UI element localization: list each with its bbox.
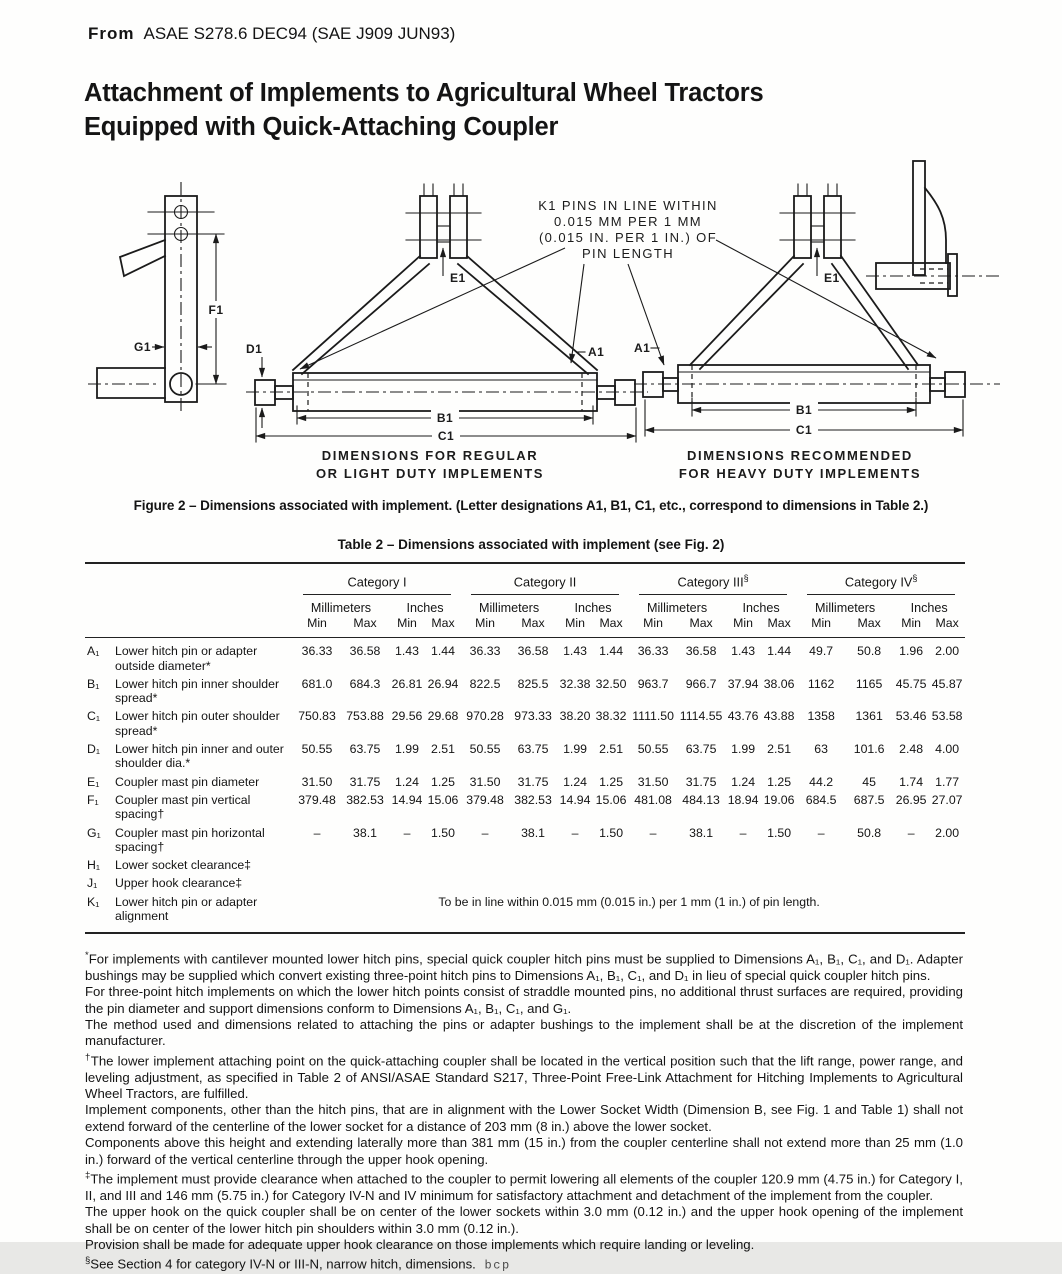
dim-label-d1: D1	[246, 342, 263, 356]
row-value: 1165	[855, 676, 883, 691]
row-value: 31.50	[637, 774, 669, 789]
row-value: 2.51	[431, 742, 455, 757]
corner-blank-cell	[85, 564, 293, 595]
row-value: 822.5	[469, 676, 501, 691]
row-value: –	[649, 825, 657, 840]
dim-label-g1: G1	[134, 340, 152, 354]
row-value: 970.28	[466, 709, 504, 724]
row-id: F₁	[87, 792, 99, 807]
dim-label-a1-light: A1	[588, 345, 605, 359]
row-value: 1162	[807, 676, 835, 691]
row-value: 50.8	[857, 825, 882, 840]
footnotes	[85, 948, 963, 1274]
row-value: 36.33	[637, 644, 669, 659]
light-duty-caption-line-1: DIMENSIONS FOR REGULAR	[321, 448, 539, 463]
millimeters-header: Millimeters	[646, 601, 708, 616]
row-value: 1.24	[563, 774, 588, 789]
row-value: 481.08	[634, 792, 672, 807]
row-value: 1.24	[395, 774, 419, 789]
table-title: Table 2 – Dimensions associated with implement (see Fig. 2)	[337, 537, 725, 552]
footnote: Implement components, other than the hitch pins, that are in alignment with the Lower Socket Width (Dimension B, see Fig. 1 and Table 1) shall not extend forward of the centerline of the lower socket for a distance of 203 mm (8 in.) above the lower socket.	[85, 1102, 963, 1134]
row-label: Coupler mast pin vertical spacing†	[115, 792, 251, 822]
row-value: 53.46	[895, 709, 927, 724]
dim-label-f1: F1	[208, 303, 224, 317]
min-header: Min	[475, 616, 495, 631]
row-value: 26.95	[895, 792, 927, 807]
table-row	[85, 893, 965, 933]
row-value: 45.75	[895, 676, 927, 691]
row-value: 379.48	[466, 792, 504, 807]
row-empty-values	[293, 874, 965, 892]
row-value: 966.7	[685, 676, 717, 691]
row-value: 36.58	[685, 644, 717, 659]
row-value: 36.58	[349, 644, 381, 659]
row-id: E₁	[87, 774, 100, 789]
category-header-1	[293, 564, 461, 595]
max-header: Max	[857, 616, 881, 631]
row-value: 26.94	[427, 676, 459, 691]
row-value: 32.38	[559, 676, 591, 691]
footnote: The method used and dimensions related to attaching the pins or adapter bushings to the implement shall be at the discretion of the implement manufacturer.	[85, 1017, 963, 1049]
dim-label-b1-light: B1	[436, 411, 454, 425]
row-value: 1.43	[395, 644, 419, 659]
row-value: 1.50	[767, 825, 792, 840]
row-id: K₁	[87, 894, 100, 909]
row-value: –	[907, 825, 915, 840]
row-value: –	[571, 825, 579, 840]
minmax-header-row	[85, 615, 965, 638]
millimeters-header: Millimeters	[478, 601, 540, 616]
footnote: For three-point hitch implements on which the lower hitch points consist of straddle mounted pins, no additional thrust surfaces are required, providing the pin diameter and support dimensions conform to Dimensions A₁, B₁, C₁, and G₁.	[85, 984, 963, 1016]
footnote-marker: §	[85, 1255, 91, 1267]
inches-header: Inches	[574, 601, 612, 616]
row-value: 14.94	[559, 792, 591, 807]
row-id: H₁	[87, 858, 101, 873]
figure-caption: Figure 2 – Dimensions associated with implement. (Letter designations A1, B1, C1, etc., correspond to dimensions in Table 2.)	[133, 498, 929, 513]
row-value: 1.44	[767, 644, 792, 659]
row-value: 15.06	[427, 792, 459, 807]
row-value: 44.2	[809, 774, 834, 789]
max-header: Max	[431, 616, 455, 631]
footnote-marker: *	[85, 950, 89, 961]
dimensions-table-wrap	[85, 562, 965, 934]
inches-header: Inches	[910, 601, 948, 616]
row-value: 687.5	[853, 792, 885, 807]
row-label: Coupler mast pin diameter	[115, 774, 260, 789]
row-value: 36.33	[469, 644, 501, 659]
row-value: 63	[814, 742, 828, 757]
row-value: 1.99	[731, 742, 756, 757]
row-value: 31.75	[349, 774, 381, 789]
row-value: 37.94	[727, 676, 759, 691]
min-header: Min	[733, 616, 753, 631]
min-header: Min	[397, 616, 417, 631]
row-value: 31.50	[301, 774, 333, 789]
k1-note-line-4: PIN LENGTH	[581, 246, 675, 261]
table-row	[85, 773, 965, 791]
table-row	[85, 740, 965, 773]
min-header: Min	[307, 616, 327, 631]
footnote: Provision shall be made for adequate upper hook clearance on those implements which require landing or leveling.	[85, 1237, 755, 1253]
inches-header: Inches	[742, 601, 780, 616]
table-row	[85, 707, 965, 740]
row-value: 1.25	[599, 774, 624, 789]
row-label: Lower hitch pin outer shoulder spread*	[115, 709, 280, 738]
category-footnote-mark: §	[743, 573, 749, 583]
row-value: 1.99	[395, 742, 419, 757]
max-header: Max	[689, 616, 713, 631]
row-value: 2.48	[899, 742, 924, 757]
category-footnote-mark: §	[912, 573, 918, 583]
row-value: 1.99	[563, 742, 588, 757]
title-line-2: Equipped with Quick-Attaching Coupler	[84, 113, 559, 141]
row-value: 32.50	[595, 676, 627, 691]
min-header: Min	[901, 616, 922, 631]
row-value: 379.48	[298, 792, 336, 807]
row-value: 1.74	[899, 774, 924, 789]
row-value: 26.81	[391, 676, 423, 691]
min-header: Min	[643, 616, 663, 631]
category-label: Category II	[513, 574, 577, 590]
row-label: Upper hook clearance‡	[115, 876, 243, 891]
row-id: G₁	[87, 825, 101, 840]
row-value: 36.33	[301, 644, 333, 659]
millimeters-header: Millimeters	[310, 601, 372, 616]
row-value: 45	[862, 774, 876, 789]
row-value: 1.44	[599, 644, 624, 659]
row-value: 750.83	[298, 709, 336, 724]
row-value: 31.75	[685, 774, 717, 789]
row-value: 1114.55	[679, 709, 723, 724]
row-value: 684.3	[349, 676, 381, 691]
table-row	[85, 824, 965, 857]
row-value: 50.55	[301, 742, 333, 757]
table-head	[85, 564, 965, 638]
row-value: 38.32	[595, 709, 627, 724]
row-value: 1.43	[563, 644, 588, 659]
table-row	[85, 874, 965, 892]
row-value: 1.25	[767, 774, 792, 789]
dim-label-a1-heavy: A1	[634, 341, 651, 355]
side-view-diagram	[88, 182, 229, 414]
row-value: 63.75	[349, 742, 381, 757]
row-value: 101.6	[853, 742, 885, 757]
row-id: B₁	[87, 676, 100, 691]
row-value: 53.58	[931, 709, 963, 724]
category-header-2	[461, 564, 629, 595]
row-label: Lower hitch pin or adapter alignment	[115, 894, 258, 924]
row-id: C₁	[87, 709, 101, 724]
light-duty-caption-line-2: OR LIGHT DUTY IMPLEMENTS	[315, 466, 545, 481]
page-title	[84, 76, 764, 144]
row-value: 1.50	[599, 825, 624, 840]
figure-2-diagram	[0, 156, 1062, 488]
source-reference	[88, 24, 455, 44]
row-value: 14.94	[391, 792, 423, 807]
row-value: 31.75	[517, 774, 549, 789]
row-value: 29.56	[391, 709, 423, 724]
table-row	[85, 856, 965, 874]
row-value: 2.00	[935, 644, 960, 659]
row-value: 38.1	[521, 825, 546, 840]
row-value: 681.0	[301, 676, 333, 691]
row-span-value: To be in line within 0.015 mm (0.015 in.) per 1 mm (1 in.) of pin length.	[438, 894, 820, 909]
row-value: 36.58	[517, 644, 549, 659]
footnote: ‡The implement must provide clearance when attached to the coupler to permit lowering all elements of the coupler 120.9 mm (4.75 in.) for Category I, II, and III and 146 mm (5.75 in.) for Category IV-N and IV minimum for satisfactory attachment and detachment of the implement from the coupler.	[85, 1170, 963, 1203]
row-label: Lower hitch pin inner and outer shoulder dia.*	[115, 742, 284, 771]
row-value: 38.06	[763, 676, 795, 691]
row-value: –	[313, 825, 321, 840]
mast-side-detail-diagram	[866, 161, 1000, 296]
row-value: 382.53	[346, 792, 384, 807]
inches-header: Inches	[406, 601, 444, 616]
dim-label-e1-heavy: E1	[824, 271, 840, 285]
row-value: 43.76	[727, 709, 759, 724]
row-value: 4.00	[935, 742, 960, 757]
row-value: 27.07	[931, 792, 963, 807]
max-header: Max	[935, 616, 959, 631]
source-from-label: From	[88, 24, 135, 43]
k1-note-line-1: K1 PINS IN LINE WITHIN	[538, 198, 718, 213]
row-value: –	[403, 825, 411, 840]
row-value: 484.13	[682, 792, 720, 807]
row-value: 38.1	[689, 825, 714, 840]
row-label: Lower hitch pin or adapter outside diameter*	[115, 644, 258, 673]
row-value: 49.7	[809, 644, 834, 659]
row-value: 825.5	[517, 676, 549, 691]
category-header-row	[85, 564, 965, 595]
row-value: 1358	[807, 709, 835, 724]
category-label: Category III	[677, 574, 744, 590]
row-value: 1.43	[731, 644, 756, 659]
row-value: 2.51	[767, 742, 792, 757]
max-header: Max	[767, 616, 791, 631]
dim-label-b1-heavy: B1	[795, 403, 813, 417]
blank-cell	[85, 595, 293, 615]
dim-label-c1-heavy: C1	[795, 423, 813, 437]
table-row	[85, 791, 965, 824]
footnote: Components above this height and extending laterally more than 381 mm (15 in.) from the coupler centerline shall not extend more than 25 mm (1.0 in.) forward of the vertical centerline through the upper hook opening.	[85, 1135, 963, 1167]
footnote-suffix: bcp	[475, 1258, 511, 1273]
footnote: *For implements with cantilever mounted lower hitch pins, special quick coupler hitch pins must be supplied to Dimensions A₁, B₁, C₁, and D₁. Adapter bushings may be supplied which convert existing three-point hitch pins to Dimensions A₁, B₁, C₁, and D₁ in lieu of special quick coupler hitch pins.	[85, 950, 963, 983]
row-value: –	[817, 825, 825, 840]
row-value: –	[739, 825, 747, 840]
row-id: J₁	[87, 876, 98, 891]
footnote: §See Section 4 for category IV-N or III-N, narrow hitch, dimensions. bcp	[85, 1255, 511, 1273]
dim-label-c1-light: C1	[437, 429, 455, 443]
row-value: 382.53	[514, 792, 552, 807]
heavy-duty-caption-line-1: DIMENSIONS RECOMMENDED	[687, 448, 913, 463]
row-value: 29.68	[427, 709, 459, 724]
units-header-row	[85, 595, 965, 615]
category-label: Category IV	[844, 574, 913, 590]
row-label: Lower hitch pin inner shoulder spread*	[115, 676, 280, 706]
row-value: 50.55	[637, 742, 669, 757]
footnote: †The lower implement attaching point on the quick-attaching coupler shall be located in the vertical position such that the lift range, power range, and leveling adjustment, as specified in Table 2 of ANSI/ASAE Standard S217, Three-Point Free-Link Attachment for Hitching Implements to Agricultural Wheel Tractors, are fulfilled.	[85, 1051, 963, 1102]
row-value: 1.25	[431, 774, 455, 789]
row-value: 1.50	[431, 825, 455, 840]
category-header-4	[797, 564, 965, 595]
row-value: 1.96	[899, 644, 924, 659]
max-header: Max	[521, 616, 545, 631]
row-value: 50.8	[857, 644, 882, 659]
source-standard: ASAE S278.6 DEC94 (SAE J909 JUN93)	[143, 24, 456, 43]
max-header: Max	[599, 616, 623, 631]
footnote-marker: †	[85, 1051, 91, 1063]
dim-label-e1-light: E1	[450, 271, 466, 285]
row-value: 684.5	[805, 792, 837, 807]
min-header: Min	[811, 616, 832, 631]
min-header: Min	[565, 616, 585, 631]
row-value: 1111.50	[632, 709, 674, 724]
row-value: 973.33	[514, 709, 552, 724]
row-value: 1.24	[731, 774, 756, 789]
table-row	[85, 675, 965, 708]
row-value: 19.06	[763, 792, 795, 807]
table-body	[85, 638, 965, 933]
millimeters-header: Millimeters	[815, 601, 876, 616]
row-value: 63.75	[685, 742, 717, 757]
k1-note-line-2: 0.015 MM PER 1 MM	[553, 214, 703, 229]
row-value: 2.51	[599, 742, 624, 757]
row-empty-values	[293, 856, 965, 874]
row-id: A₁	[87, 644, 100, 659]
row-value: 50.55	[469, 742, 501, 757]
footnote-marker: ‡	[85, 1170, 91, 1182]
row-value: 18.94	[727, 792, 759, 807]
row-value: 15.06	[595, 792, 627, 807]
row-value: 2.00	[935, 825, 960, 840]
row-value: 1.77	[935, 774, 960, 789]
max-header: Max	[353, 616, 377, 631]
blank-cell	[85, 615, 293, 638]
row-value: 45.87	[931, 676, 963, 691]
row-value: 38.1	[353, 825, 377, 840]
row-value: –	[481, 825, 489, 840]
row-value: 1.44	[431, 644, 455, 659]
k1-note-line-3: (0.015 IN. PER 1 IN.) OF	[538, 230, 718, 245]
heavy-duty-caption-line-2: FOR HEAVY DUTY IMPLEMENTS	[678, 466, 922, 481]
row-value: 963.7	[637, 676, 669, 691]
row-label: Lower socket clearance‡	[115, 858, 252, 873]
row-value: 63.75	[517, 742, 549, 757]
row-value: 43.88	[763, 709, 795, 724]
row-id: D₁	[87, 742, 101, 757]
category-header-3	[629, 564, 797, 595]
row-value: 753.88	[346, 709, 384, 724]
dimensions-table	[85, 564, 965, 932]
title-line-1: Attachment of Implements to Agricultural Wheel Tractors	[84, 79, 764, 107]
table-row	[85, 638, 965, 675]
footnote: The upper hook on the quick coupler shall be on center of the lower sockets within 3.0 mm (0.12 in.) and the upper hook opening of the implement shall be on center of the lower hitch pin shoulders within 3.0 mm (0.12 in.).	[85, 1204, 963, 1236]
row-value: 31.50	[469, 774, 501, 789]
row-value: 1361	[855, 709, 883, 724]
row-value: 38.20	[559, 709, 591, 724]
category-label: Category I	[347, 574, 407, 590]
row-label: Coupler mast pin horizontal spacing†	[115, 825, 265, 854]
